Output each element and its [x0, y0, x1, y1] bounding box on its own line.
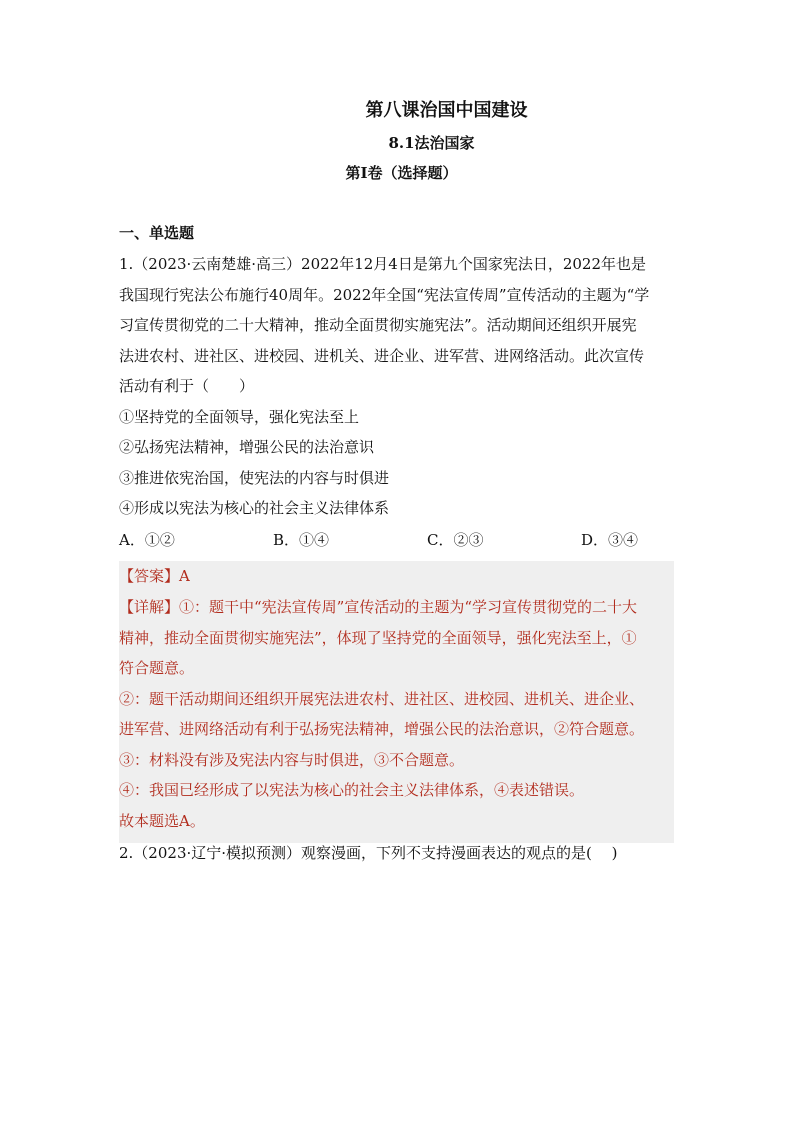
section-title: 8.1法治国家 — [388, 134, 475, 152]
question-1-stem-line: 活动有利于（ ） — [119, 377, 255, 395]
answer-value: A — [179, 567, 190, 585]
statement-4: ④形成以宪法为核心的社会主义法律体系 — [119, 499, 390, 517]
analysis-line — [119, 592, 674, 623]
analysis-line: 精神，推动全面贯彻实施宪法”，体现了坚持党的全面领导，强化宪法至上，① — [119, 628, 637, 647]
question-1-stem-line: 我国现行宪法公布施行40周年。2022年全国“宪法宣传周”宣传活动的主题为“学 — [119, 285, 650, 304]
answer-analysis-box — [119, 561, 674, 843]
analysis-line-text: ①：题干中“宪法宣传周”宣传活动的主题为“学习宣传贯彻党的二十大 — [179, 598, 638, 616]
analysis-line: ④：我国已经形成了以宪法为核心的社会主义法律体系，④表述错误。 — [119, 781, 585, 799]
lesson-title: 第八课治国中国建设 — [365, 100, 528, 121]
analysis-label: 【详解】 — [119, 598, 180, 616]
analysis-line: 符合题意。 — [119, 659, 195, 677]
analysis-line: 进军营、进网络活动有利于弘扬宪法精神，增强公民的法治意识，②符合题意。 — [119, 720, 645, 738]
answer-line — [119, 565, 190, 586]
answer-label: 【答案】 — [119, 567, 180, 585]
choice-c: C．②③ — [427, 531, 484, 549]
choice-a: A．①② — [119, 531, 175, 549]
analysis-text — [119, 592, 674, 836]
question-1-stem-line: 法进农村、进社区、进校园、进机关、进企业、进军营、进网络活动。此次宣传 — [119, 346, 645, 365]
section-heading: 一、单选题 — [119, 224, 195, 242]
analysis-line: ②：题干活动期间还组织开展宪法进农村、进社区、进校园、进机关、进企业、 — [119, 689, 645, 708]
choice-d: D．③④ — [581, 531, 639, 549]
statement-1: ①坚持党的全面领导，强化宪法至上 — [119, 407, 360, 426]
volume-title: 第I卷（选择题） — [345, 164, 458, 182]
question-1-stem-line: 习宣传贯彻党的二十大精神，推动全面贯彻实施宪法”。活动期间还组织开展宪 — [119, 316, 637, 334]
statement-2: ②弘扬宪法精神，增强公民的法治意识 — [119, 438, 375, 456]
choice-b: B．①④ — [273, 531, 330, 549]
question-2-stem: 2.（2023·辽宁·模拟预测）观察漫画，下列不支持漫画表达的观点的是( ) — [119, 844, 618, 862]
question-1 — [119, 249, 677, 524]
question-1-stem-line: 1.（2023·云南楚雄·高三）2022年12月4日是第九个国家宪法日，2022年也是 — [119, 255, 647, 273]
analysis-conclusion: 故本题选A。 — [119, 811, 205, 830]
analysis-line: ③：材料没有涉及宪法内容与时俱进，③不合题意。 — [119, 750, 465, 769]
statement-3: ③推进依宪治国，使宪法的内容与时俱进 — [119, 468, 390, 487]
answer-choices — [119, 529, 677, 559]
